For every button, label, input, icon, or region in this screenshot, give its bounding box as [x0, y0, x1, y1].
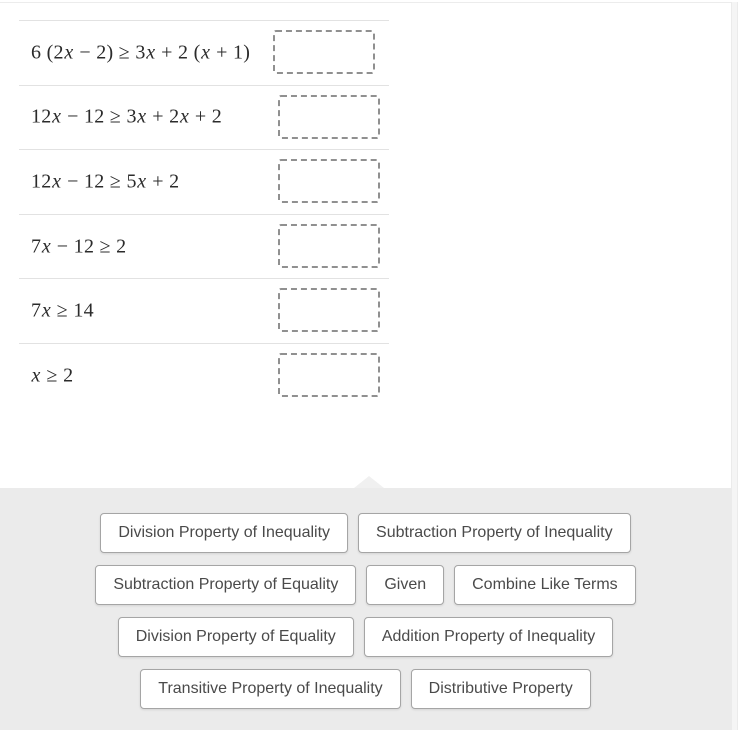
reason-drop-zone[interactable]: [278, 95, 380, 139]
equation-text: 7x ≥ 14: [31, 299, 94, 322]
chip-given[interactable]: Given: [366, 565, 444, 605]
equation-text: 12x − 12 ≥ 3x + 2x + 2: [31, 105, 223, 128]
chip-subtraction-property-of-inequality[interactable]: Subtraction Property of Inequality: [358, 513, 631, 553]
table-row: [19, 20, 389, 85]
chip-subtraction-property-of-equality[interactable]: Subtraction Property of Equality: [95, 565, 356, 605]
equation-text: 7x − 12 ≥ 2: [31, 235, 127, 258]
chip-transitive-property-of-inequality[interactable]: Transitive Property of Inequality: [140, 669, 400, 709]
equation-text: 6 (2x − 2) ≥ 3x + 2 (x + 1): [31, 41, 251, 64]
scrollbar-gutter: [731, 2, 738, 730]
bank-row: [100, 513, 630, 553]
reason-drop-zone[interactable]: [278, 288, 380, 332]
reason-drop-zone[interactable]: [278, 159, 380, 203]
answer-bank-rows: [0, 513, 731, 709]
table-row: [19, 278, 389, 343]
table-row: [19, 343, 389, 408]
chip-distributive-property[interactable]: Distributive Property: [411, 669, 591, 709]
chip-addition-property-of-inequality[interactable]: Addition Property of Inequality: [364, 617, 613, 657]
steps-table: [19, 20, 389, 408]
table-row: [19, 149, 389, 214]
equation-text: x ≥ 2: [31, 364, 74, 387]
bank-row: [140, 669, 590, 709]
answer-bank-panel: [0, 488, 731, 730]
chip-division-property-of-inequality[interactable]: Division Property of Inequality: [100, 513, 348, 553]
reason-drop-zone[interactable]: [278, 224, 380, 268]
table-row: [19, 85, 389, 150]
equation-text: 12x − 12 ≥ 5x + 2: [31, 170, 180, 193]
panel-notch-icon: [354, 476, 384, 488]
reason-drop-zone[interactable]: [278, 353, 380, 397]
chip-division-property-of-equality[interactable]: Division Property of Equality: [118, 617, 354, 657]
bank-row: [118, 617, 614, 657]
top-divider: [0, 2, 737, 3]
chip-combine-like-terms[interactable]: Combine Like Terms: [454, 565, 636, 605]
bank-row: [95, 565, 635, 605]
table-row: [19, 214, 389, 279]
reason-drop-zone[interactable]: [273, 30, 375, 74]
